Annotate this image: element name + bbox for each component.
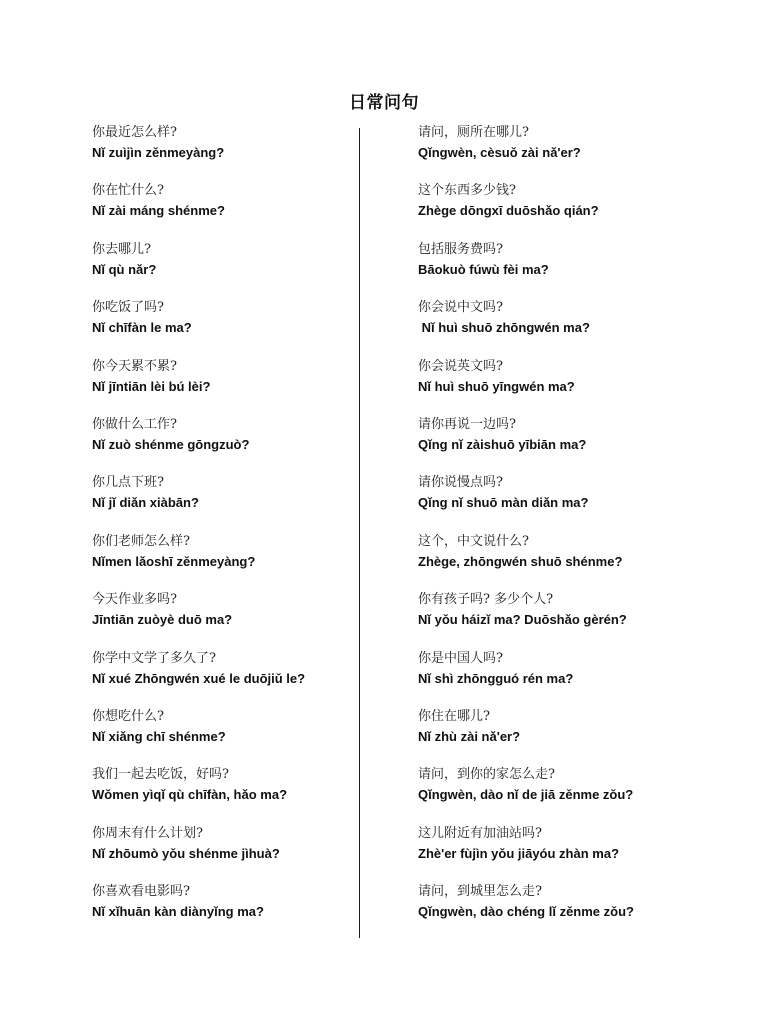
- phrase-entry: [418, 825, 738, 883]
- phrase-hanzi: 包括服务费吗?: [418, 241, 503, 257]
- phrase-pinyin: Nǐ qù nǎr?: [92, 261, 157, 277]
- phrase-hanzi: 你做什么工作?: [92, 416, 177, 432]
- phrase-hanzi: 今天作业多吗?: [92, 592, 177, 608]
- phrase-entry: [92, 358, 342, 416]
- phrase-hanzi: 你学中文学了多久了?: [92, 650, 216, 666]
- phrase-pinyin: Qǐngwèn, cèsuǒ zài nǎ'er?: [418, 145, 581, 160]
- phrase-pinyin: Nǐ yǒu háizǐ ma? Duōshǎo gèrén?: [418, 612, 627, 628]
- phrase-entry: [418, 533, 738, 591]
- phrase-hanzi: 你会说英文吗?: [418, 358, 503, 374]
- phrase-pinyin: Nǐ shì zhōngguó rén ma?: [418, 670, 574, 686]
- phrase-pinyin: Nǐ xǐhuān kàn diànyǐng ma?: [92, 904, 264, 920]
- phrase-entry: [92, 474, 342, 532]
- phrase-hanzi: 你最近怎么样?: [92, 125, 177, 140]
- phrase-entry: [92, 708, 342, 766]
- phrase-entry: [418, 241, 738, 299]
- phrase-entry: [418, 650, 738, 708]
- phrase-pinyin: Zhè'er fùjìn yǒu jiāyóu zhàn ma?: [418, 845, 620, 861]
- phrase-pinyin: Nǐmen lǎoshī zěnmeyàng?: [92, 553, 256, 569]
- phrase-entry: [92, 416, 342, 474]
- phrase-entry: [418, 766, 738, 824]
- phrase-hanzi: 我们一起去吃饭，好吗?: [92, 767, 229, 783]
- phrase-entry: [418, 883, 738, 941]
- phrase-entry: [418, 474, 738, 532]
- phrase-pinyin: Qǐngwèn, dào chéng lǐ zěnme zǒu?: [418, 904, 634, 920]
- phrase-entry: [418, 591, 738, 649]
- phrase-pinyin: Wǒmen yìqǐ qù chīfàn, hǎo ma?: [92, 787, 288, 803]
- phrase-pinyin: Nǐ zhōumò yǒu shénme jìhuà?: [92, 845, 280, 861]
- phrase-entry: [418, 124, 738, 182]
- phrase-entry: [418, 358, 738, 416]
- phrase-entry: [92, 182, 342, 240]
- phrase-hanzi: 你去哪儿?: [92, 241, 151, 257]
- phrase-hanzi: 你想吃什么?: [92, 708, 164, 724]
- phrase-pinyin: Nǐ zhù zài nǎ'er?: [418, 728, 521, 744]
- phrase-pinyin: Nǐ huì shuō yīngwén ma?: [418, 378, 575, 394]
- phrase-entry: [92, 825, 342, 883]
- column-divider: [359, 128, 360, 938]
- phrase-hanzi: 请你说慢点吗?: [418, 475, 503, 491]
- phrase-hanzi: 请问，厕所在哪儿?: [418, 125, 529, 140]
- phrase-pinyin: Nǐ zuìjìn zěnmeyàng?: [92, 145, 225, 160]
- phrase-entry: [92, 766, 342, 824]
- phrase-hanzi: 这儿附近有加油站吗?: [418, 825, 542, 841]
- phrase-hanzi: 你几点下班?: [92, 475, 164, 491]
- phrase-hanzi: 请问，到城里怎么走?: [418, 884, 542, 900]
- phrase-entry: [418, 182, 738, 240]
- phrase-hanzi: 这个，中文说什么?: [418, 533, 529, 549]
- phrase-hanzi: 你喜欢看电影吗?: [92, 884, 190, 900]
- phrase-pinyin: Nǐ zài máng shénme?: [92, 203, 225, 219]
- phrase-hanzi: 你们老师怎么样?: [92, 533, 190, 549]
- phrase-entry: [92, 883, 342, 941]
- phrase-pinyin: Qǐng nǐ shuō màn diǎn ma?: [418, 495, 589, 511]
- phrase-entry: [92, 533, 342, 591]
- phrase-pinyin: Zhège, zhōngwén shuō shénme?: [418, 553, 623, 569]
- phrase-hanzi: 你会说中文吗?: [418, 300, 503, 316]
- phrase-pinyin: Jīntiān zuòyè duō ma?: [92, 612, 233, 628]
- phrase-pinyin: Qǐngwèn, dào nǐ de jiā zěnme zǒu?: [418, 787, 634, 803]
- phrase-hanzi: 你吃饭了吗?: [92, 300, 164, 316]
- phrase-hanzi: 你有孩子吗? 多少个人?: [418, 592, 554, 608]
- phrase-hanzi: 这个东西多少钱?: [418, 183, 516, 199]
- phrase-hanzi: 你今天累不累?: [92, 358, 177, 374]
- phrase-entry: [92, 299, 342, 357]
- phrase-pinyin: Nǐ jīntiān lèi bú lèi?: [92, 378, 211, 394]
- phrase-hanzi: 你周末有什么计划?: [92, 825, 203, 841]
- phrase-entry: [92, 650, 342, 708]
- phrase-pinyin: Nǐ xué Zhōngwén xué le duōjiǔ le?: [92, 670, 306, 686]
- phrase-entry: [92, 591, 342, 649]
- phrase-entry: [418, 708, 738, 766]
- phrase-hanzi: 你在忙什么?: [92, 183, 164, 199]
- page-title: 日常问句: [349, 93, 419, 113]
- phrase-entry: [418, 299, 738, 357]
- phrase-entry: [418, 416, 738, 474]
- left-column: [92, 124, 342, 941]
- phrase-pinyin: Nǐ huì shuō zhōngwén ma?: [418, 320, 590, 336]
- phrase-hanzi: 请你再说一边吗?: [418, 416, 516, 432]
- phrase-hanzi: 你住在哪儿?: [418, 708, 490, 724]
- phrase-pinyin: Nǐ chīfàn le ma?: [92, 320, 192, 336]
- phrase-entry: [92, 124, 342, 182]
- phrase-pinyin: Qǐng nǐ zàishuō yībiān ma?: [418, 436, 587, 452]
- phrase-hanzi: 请问，到你的家怎么走?: [418, 767, 555, 783]
- phrase-pinyin: Zhège dōngxī duōshǎo qián?: [418, 203, 599, 219]
- phrase-pinyin: Nǐ zuò shénme gōngzuò?: [92, 436, 250, 452]
- phrase-pinyin: Bāokuò fúwù fèi ma?: [418, 261, 549, 277]
- phrase-pinyin: Nǐ jǐ diǎn xiàbān?: [92, 495, 199, 511]
- phrase-entry: [92, 241, 342, 299]
- phrase-hanzi: 你是中国人吗?: [418, 650, 503, 666]
- phrase-pinyin: Nǐ xiǎng chī shénme?: [92, 728, 226, 744]
- right-column: [418, 124, 738, 941]
